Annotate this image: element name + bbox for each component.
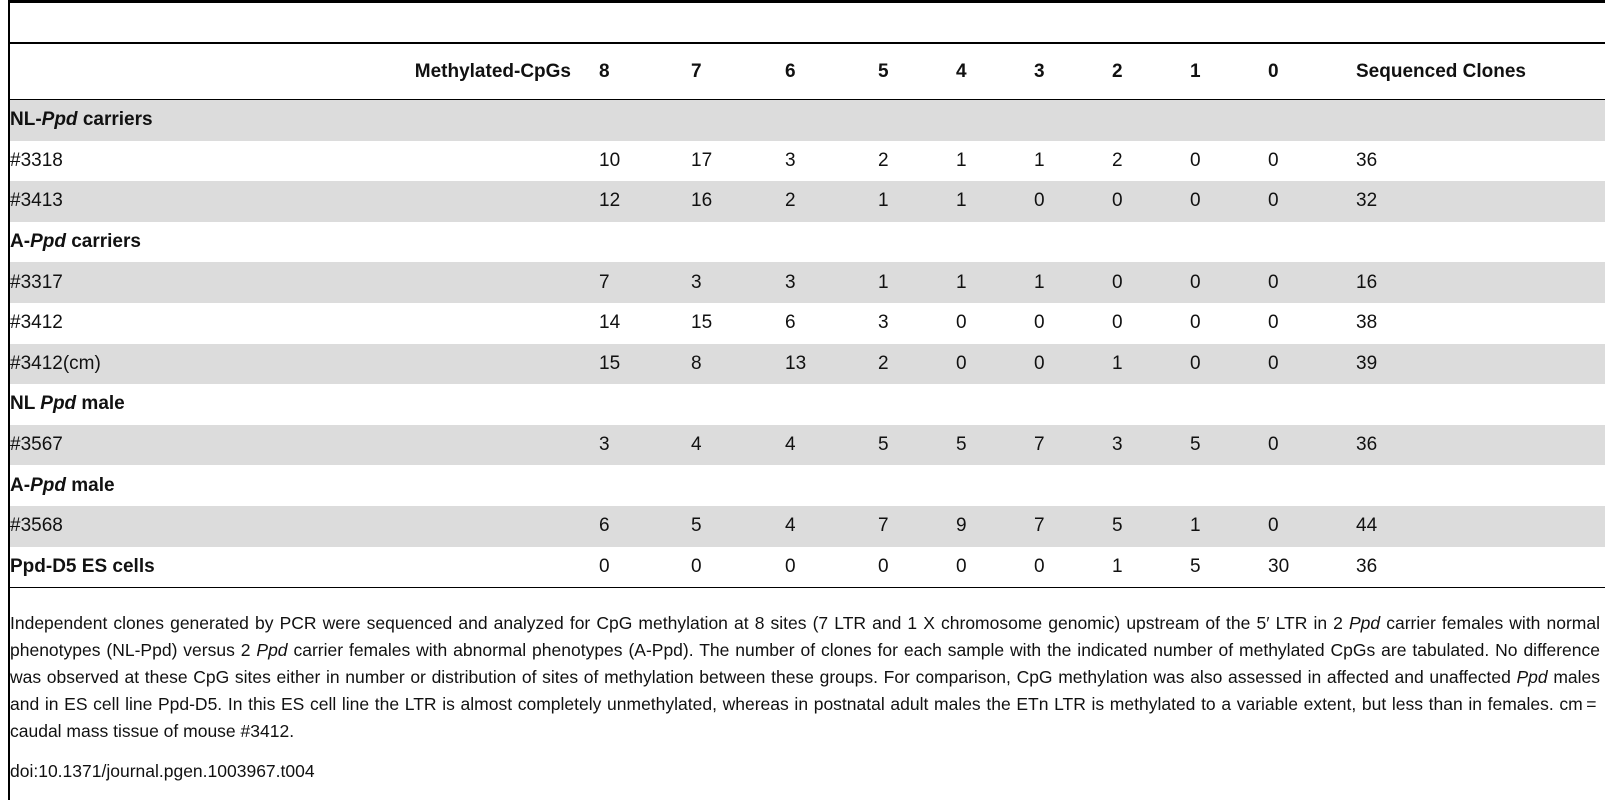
caption-text-segment: males and in ES cell line Ppd-D5. In this ES cell line the LTR is almost completely unmethylated, whereas in postnatal adult males the ETn LTR is methylated to a variable extent, but less than in females. cm = caudal mass tissue of mouse #3412.: [10, 667, 1601, 741]
table-row: [10, 506, 1605, 547]
sequenced-clones-cell: 36: [1356, 149, 1378, 171]
group-row: [10, 547, 1605, 588]
table-caption: [10, 610, 1600, 745]
sample-id-cell: #3413: [10, 181, 599, 222]
header-col-2: 2: [1112, 43, 1190, 100]
clone-count-cell: 0: [1112, 181, 1190, 222]
clone-count-cell: 12: [599, 181, 691, 222]
clone-count-cell: 0: [1190, 149, 1201, 171]
clone-count-cell: 1: [1112, 344, 1190, 385]
group-label: [10, 384, 1605, 425]
header-col-8: 8: [599, 43, 691, 100]
clone-count-cell: 0: [1190, 181, 1268, 222]
top-rule: [8, 0, 1605, 3]
table-body: [10, 100, 1605, 588]
clone-count-cell: 0: [1268, 262, 1356, 303]
group-label: [10, 222, 1605, 263]
caption-text-segment: carrier females with normal phenotypes (NL-Ppd) versus 2: [10, 613, 1600, 660]
clone-count-cell: 0: [956, 312, 967, 334]
clone-count-cell: 1: [956, 149, 967, 171]
clone-count-cell: 7: [599, 262, 691, 303]
clone-count-cell: 9: [956, 506, 1034, 547]
clone-count-cell: 0: [1268, 149, 1279, 171]
clone-count-cell: 8: [691, 344, 785, 385]
clone-count-cell: 0: [599, 547, 691, 588]
clone-count-cell: 2: [785, 181, 878, 222]
group-label-italic: Ppd: [41, 109, 78, 131]
sequenced-clones-cell: 36: [1356, 547, 1605, 588]
clone-count-cell: 17: [691, 149, 713, 171]
clone-count-cell: 3: [691, 262, 785, 303]
clone-count-cell: 1: [878, 181, 956, 222]
clone-count-cell: 3: [599, 425, 691, 466]
clone-count-cell: 6: [785, 312, 796, 334]
clone-count-cell: 0: [1190, 312, 1201, 334]
clone-count-cell: 4: [785, 425, 878, 466]
caption-italic-text: Ppd: [1516, 667, 1548, 687]
clone-count-cell: 16: [691, 181, 785, 222]
group-label-suffix: carriers: [77, 109, 153, 131]
caption-text-segment: carrier females with abnormal phenotypes (A-Ppd). The number of clones for each sample with the indicated number of methylated CpGs are tabulated. No difference was observed at these CpG sites either in number or distribution of sites of methylation between these groups. For comparison, CpG methylation was also assessed in affected and unaffected: [10, 640, 1600, 687]
clone-count-cell: 7: [1034, 506, 1112, 547]
caption-text-segment: Independent clones generated by PCR were sequenced and analyzed for CpG methylation at 8 sites (7 LTR and 1 X chromosome genomic) upstream of the 5′ LTR in 2: [10, 613, 1349, 633]
clone-count-cell: 0: [1268, 506, 1356, 547]
clone-count-cell: 5: [1112, 506, 1190, 547]
header-col-7: 7: [691, 43, 785, 100]
group-label-italic: Ppd: [30, 474, 66, 496]
clone-count-cell: 1: [1034, 149, 1045, 171]
clone-count-cell: 5: [878, 425, 956, 466]
methylation-table: [10, 42, 1605, 588]
clone-count-cell: 15: [691, 312, 713, 334]
caption-italic-text: Ppd: [256, 640, 288, 660]
clone-count-cell: 30: [1268, 547, 1356, 588]
group-label-italic: Ppd: [40, 393, 77, 415]
clone-count-cell: 0: [1034, 344, 1112, 385]
group-label-prefix: A-: [10, 231, 31, 253]
clone-count-cell: 5: [956, 425, 1034, 466]
clone-count-cell: 0: [785, 547, 878, 588]
clone-count-cell: 13: [785, 344, 878, 385]
header-col-1: 1: [1190, 43, 1268, 100]
clone-count-cell: 1: [956, 262, 1034, 303]
group-label: Ppd-D5 ES cells: [10, 547, 599, 588]
clone-count-cell: 14: [599, 312, 621, 334]
clone-count-cell: 3: [785, 262, 878, 303]
clone-count-cell: 2: [878, 149, 889, 171]
sequenced-clones-cell: 36: [1356, 425, 1605, 466]
clone-count-cell: 0: [1268, 344, 1356, 385]
clone-count-cell: 4: [785, 506, 878, 547]
header-col-4: 4: [956, 43, 1034, 100]
clone-count-cell: 3: [878, 312, 889, 334]
group-label-italic: Ppd: [30, 231, 66, 253]
clone-count-cell: 0: [1190, 262, 1268, 303]
group-label: [10, 100, 1605, 141]
clone-count-cell: 1: [1034, 262, 1112, 303]
sequenced-clones-cell: 32: [1356, 181, 1605, 222]
clone-count-cell: 0: [1268, 181, 1356, 222]
sample-id-cell: #3412(cm): [10, 344, 599, 385]
clone-count-cell: 0: [1268, 425, 1356, 466]
caption-text: [10, 610, 1600, 745]
header-col-0: 0: [1268, 43, 1356, 100]
clone-count-cell: 2: [1112, 149, 1123, 171]
clone-count-cell: 1: [1190, 506, 1268, 547]
clone-count-cell: 5: [691, 506, 785, 547]
clone-count-cell: 0: [1112, 262, 1190, 303]
clone-count-cell: 5: [1190, 547, 1268, 588]
table-row: [10, 425, 1605, 466]
clone-count-cell: 10: [599, 149, 621, 171]
clone-count-cell: 0: [691, 547, 785, 588]
table-row: [10, 262, 1605, 303]
clone-count-cell: 0: [956, 547, 1034, 588]
sequenced-clones-cell: 38: [1356, 312, 1378, 334]
sequenced-clones-cell: 44: [1356, 506, 1605, 547]
sample-id-cell: #3318: [10, 149, 63, 171]
clone-count-cell: 0: [956, 344, 1034, 385]
sample-id-cell: #3568: [10, 506, 599, 547]
clone-count-cell: 5: [1190, 425, 1268, 466]
clone-count-cell: 0: [878, 547, 956, 588]
clone-count-cell: 2: [878, 344, 956, 385]
group-label-suffix: male: [76, 393, 125, 415]
clone-count-cell: 3: [1112, 425, 1190, 466]
table-header-row: [10, 43, 1605, 100]
clone-count-cell: 1: [878, 262, 956, 303]
clone-count-cell: 15: [599, 344, 691, 385]
table-row: [10, 344, 1605, 385]
group-row: [10, 100, 1605, 141]
group-row: [10, 465, 1605, 506]
header-col-6: 6: [785, 43, 878, 100]
clone-count-cell: 4: [691, 425, 785, 466]
clone-count-cell: 0: [1268, 312, 1279, 334]
sample-id-cell: #3317: [10, 262, 599, 303]
table-row: [10, 141, 1605, 182]
header-methylated-cpgs: Methylated-CpGs: [10, 43, 599, 100]
group-row: [10, 384, 1605, 425]
clone-count-cell: 6: [599, 506, 691, 547]
clone-count-cell: 0: [1190, 344, 1268, 385]
header-sequenced-clones: Sequenced Clones: [1356, 43, 1605, 100]
header-col-5: 5: [878, 43, 956, 100]
clone-count-cell: 3: [785, 149, 796, 171]
table-row: [10, 303, 1605, 344]
clone-count-cell: 0: [1034, 312, 1045, 334]
table-row: [10, 181, 1605, 222]
clone-count-cell: 0: [1112, 312, 1123, 334]
group-label: [10, 465, 1605, 506]
clone-count-cell: 0: [1034, 547, 1112, 588]
clone-count-cell: 7: [1034, 425, 1112, 466]
sample-id-cell: #3567: [10, 425, 599, 466]
doi-line: doi:10.1371/journal.pgen.1003967.t004: [10, 761, 315, 781]
group-label-prefix: NL: [10, 393, 41, 415]
header-col-3: 3: [1034, 43, 1112, 100]
clone-count-cell: 1: [956, 181, 1034, 222]
caption-italic-text: Ppd: [1349, 613, 1381, 633]
group-row: [10, 222, 1605, 263]
group-label-suffix: carriers: [65, 231, 141, 253]
methylation-table-container: [10, 42, 1605, 588]
sequenced-clones-cell: 39: [1356, 344, 1605, 385]
group-label-prefix: NL-: [10, 109, 42, 131]
group-label-suffix: male: [65, 474, 115, 496]
group-label-prefix: A-: [10, 474, 31, 496]
clone-count-cell: 0: [1034, 181, 1112, 222]
clone-count-cell: 7: [878, 506, 956, 547]
clone-count-cell: 1: [1112, 547, 1190, 588]
sample-id-cell: #3412: [10, 312, 63, 334]
sequenced-clones-cell: 16: [1356, 262, 1605, 303]
